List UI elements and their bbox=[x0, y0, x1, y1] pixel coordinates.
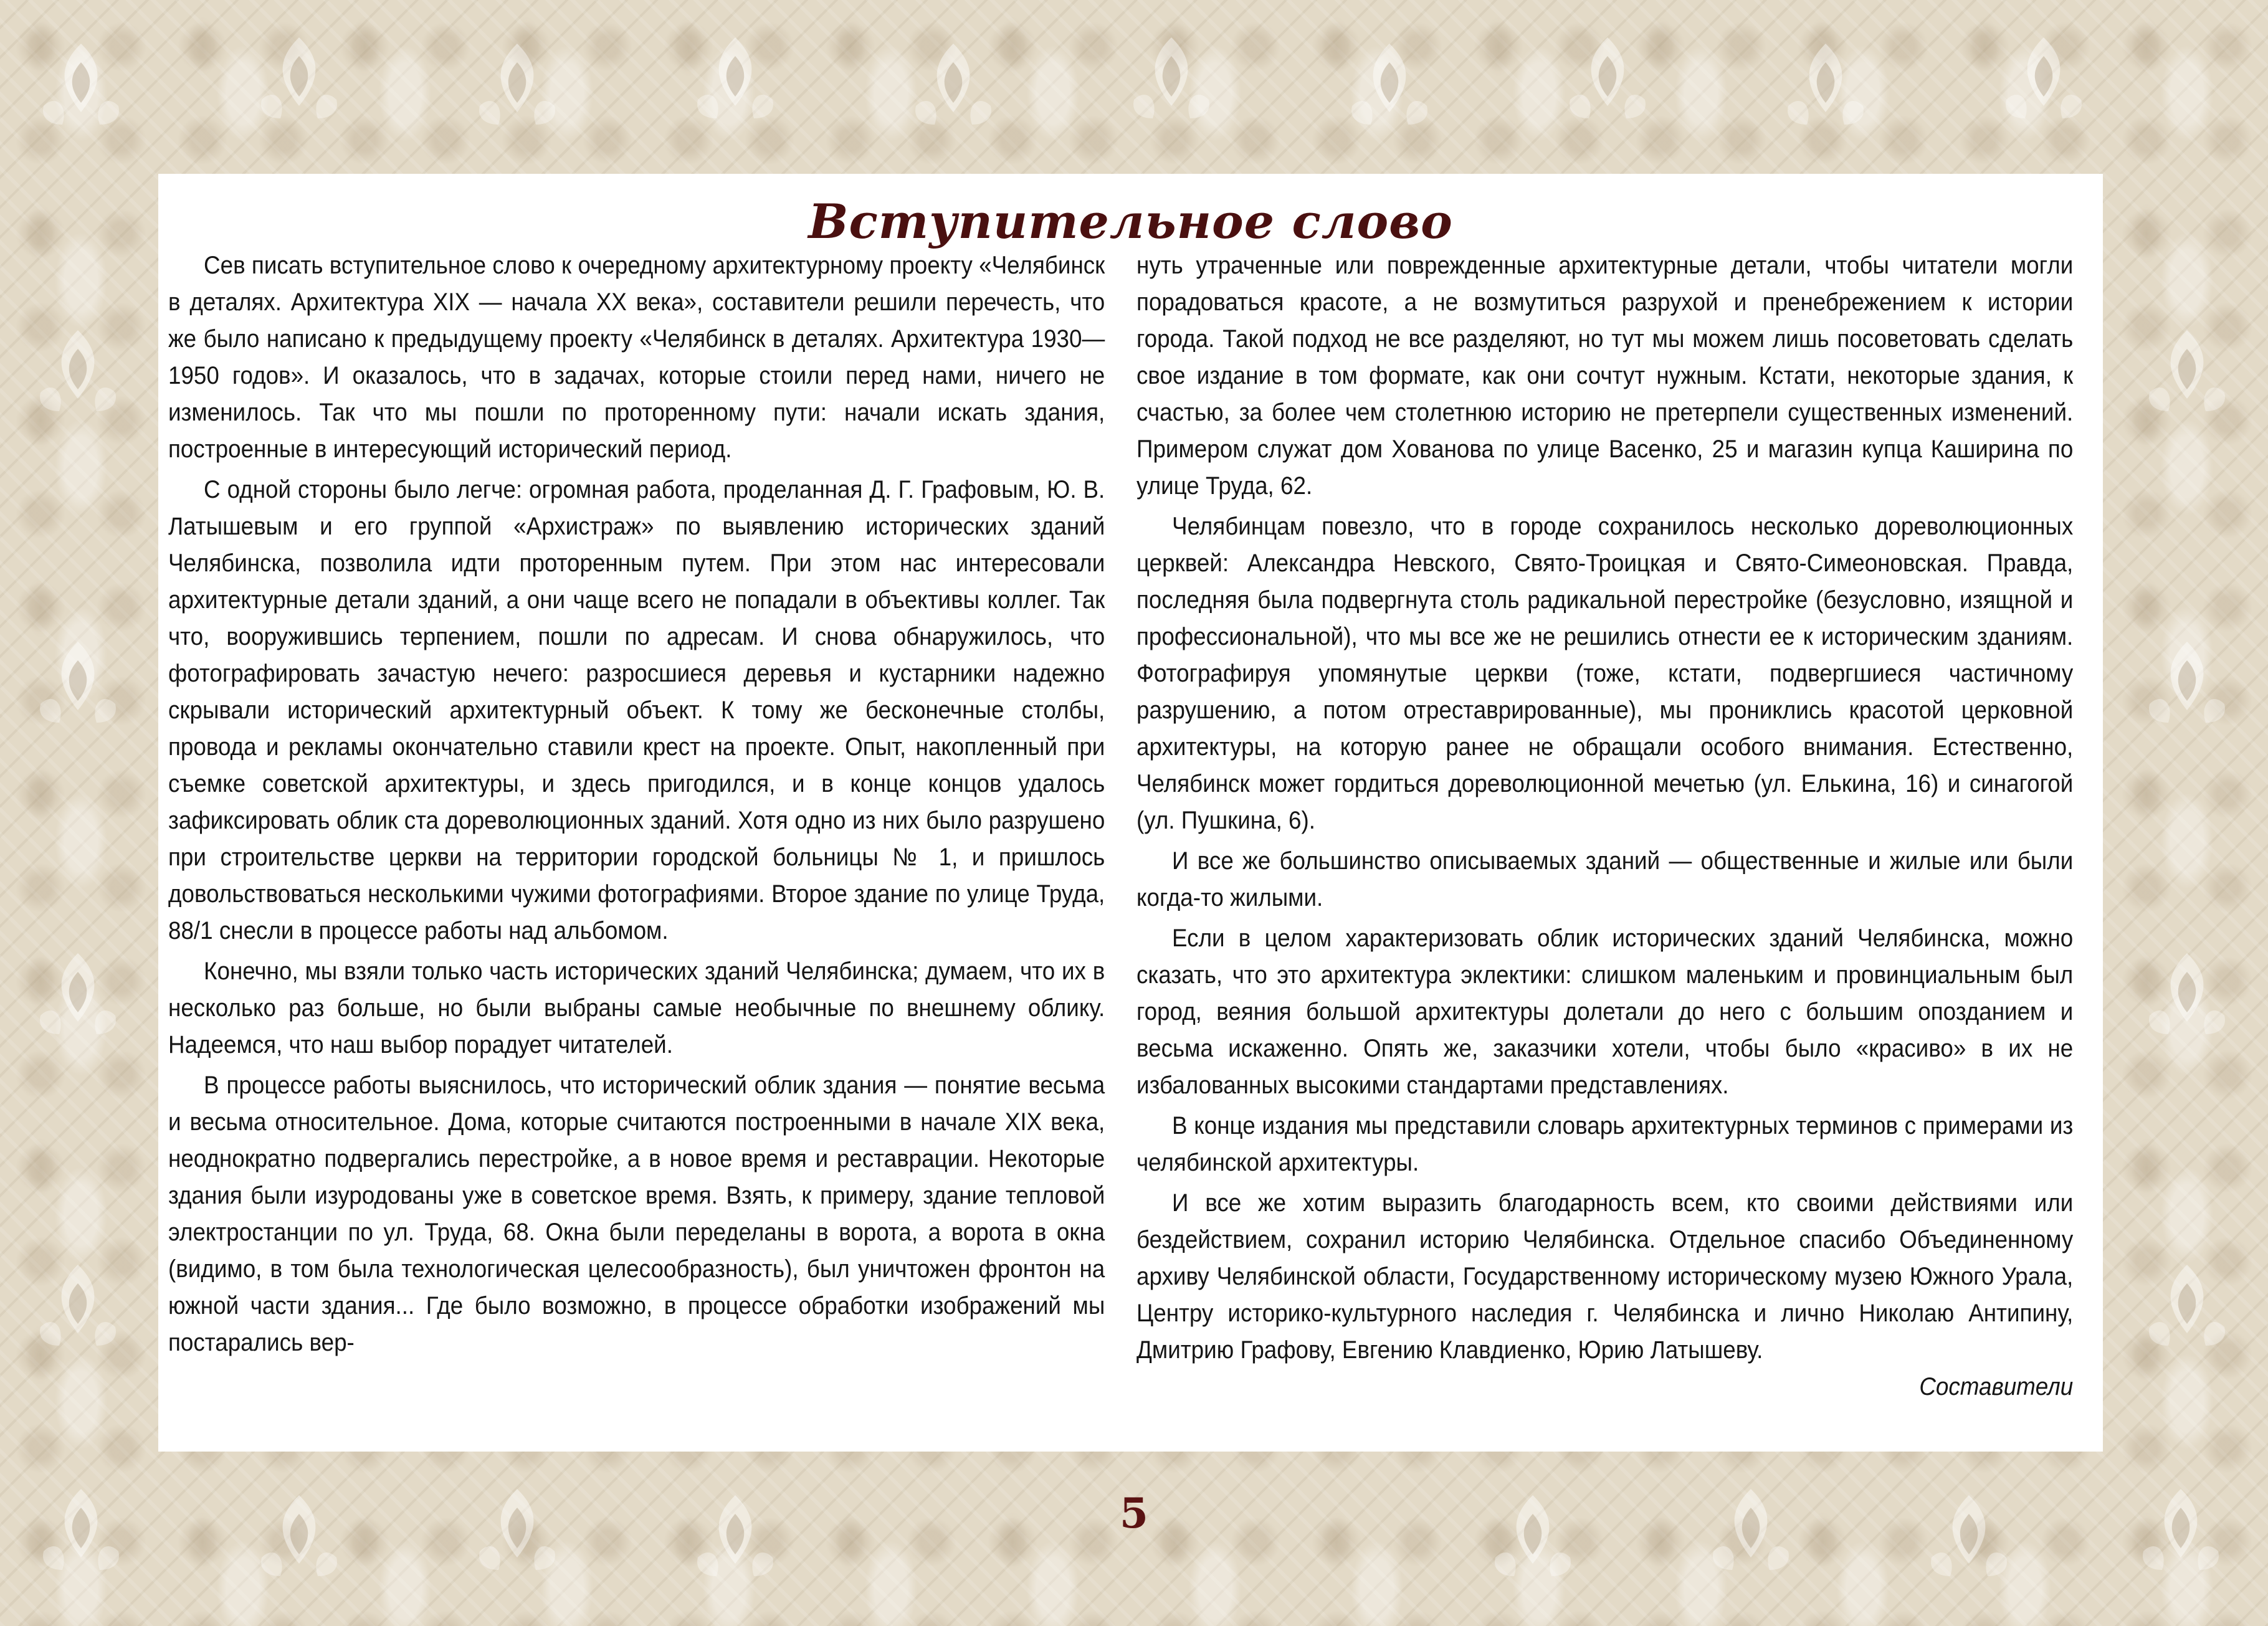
right-paragraph-1: нуть утраченные или поврежденные архитектурные детали, чтобы читатели могли порадоваться красоте, а не возмутиться разрухой и пренебрежением к истории города. Такой подход не все разделяют, но тут мы можем лишь посоветовать сделать свое издание в том формате, как они сочтут нужным. Кстати, некоторые здания, к счастью, за более чем столетнюю историю не претерпели существенных изменений. Примером служат дом Хованова по улице Васенко, 25 и магазин купца Каширина по улице Труда, 62. bbox=[1136, 252, 2074, 500]
page-title: Вступительное слово bbox=[808, 194, 1453, 249]
left-paragraph-1: Сев писать вступительное слово к очередному архитектурному проекту «Челябинск в деталях. Архитектура XIX — начала XX века», составители решили перечесть, что же было написано к предыдущему проекту «Челябинск в деталях. Архитектура 1930—1950 годов». И оказалось, что в задачах, которые стоили перед нами, ничего не изменилось. Так что мы пошли по проторенному пути: начали искать здания, построенные в интересующий исторический период. bbox=[168, 252, 1105, 463]
right-paragraph-4: Если в целом характеризовать облик исторических зданий Челябинска, можно сказать, что это архитектура эклектики: слишком маленьким и провинциальным был город, веяния большой архитектуры долетали до него с большим опозданием и весьма искаженно. Опять же, заказчики хотели, чтобы было «красиво» в их не избалованных высокими стандартами представлениях. bbox=[1136, 925, 2074, 1099]
right-column bbox=[1136, 247, 2073, 1405]
right-paragraph-3: И все же большинство описываемых зданий — общественные и жилые или были когда-то жилыми. bbox=[1136, 847, 2074, 911]
signature: Составители bbox=[1919, 1373, 2074, 1400]
left-column bbox=[168, 247, 1105, 1361]
right-paragraph-5: В конце издания мы представили словарь архитектурных терминов с примерами из челябинской архитектуры. bbox=[1136, 1112, 2074, 1176]
page-number: 5 bbox=[1120, 1489, 1148, 1538]
top-border-motifs bbox=[43, 37, 2082, 125]
left-paragraph-4: В процессе работы выяснилось, что исторический облик здания — понятие весьма и весьма относительное. Дома, которые считаются построенными в начале XIX века, неоднократно подвергались перестройке, а в новое время и реставрации. Некоторые здания были изуродованы уже в советское время. Взять, к примеру, здание тепловой электростанции по ул. Труда, 68. Окна были переделаны в ворота, а ворота в окна (видимо, в том была технологическая целесообразность), был уничтожен фронтон на южной части здания... Где было возможно, в процессе обработки изображений мы постарались вер- bbox=[168, 1072, 1105, 1356]
left-paragraph-2: С одной стороны было легче: огромная работа, проделанная Д. Г. Графовым, Ю. В. Латышевым и его группой «Архистраж» по выявлению исторических зданий Челябинска, позволила идти проторенным путем. При этом нас интересовали архитектурные детали зданий, а они чаще всего не попадали в объективы коллег. Так что, вооружившись терпением, пошли по адресам. И снова обнаружилось, что фотографировать зачастую нечего: разросшиеся деревья и кустарники надежно скрывали исторический архитектурный объект. К тому же бесконечные столбы, провода и рекламы окончательно ставили крест на проекте. Опыт, накопленный при съемке советской архитектуры, и здесь пригодился, и в конце концов удалось зафиксировать облик ста дореволюционных зданий. Хотя одно из них было разрушено при строительстве церкви на территории городской больницы № 1, и пришлось довольствоваться несколькими чужими фотографиями. Второе здание по улице Труда, 88/1 снесли в процессе работы над альбомом. bbox=[168, 476, 1105, 944]
text-panel bbox=[158, 174, 2103, 1452]
left-paragraph-3: Конечно, мы взяли только часть исторических зданий Челябинска; думаем, что их в несколько раз больше, но были выбраны самые необычные по внешнему облику. Надеемся, что наш выбор порадует читателей. bbox=[168, 958, 1105, 1058]
right-paragraph-6: И все же хотим выразить благодарность всем, кто своими действиями или бездействием, сохранил историю Челябинска. Отдельное спасибо Объединенному архиву Челябинской области, Государственному историческому музею Южного Урала, Центру историко-культурного наследия г. Челябинска и лично Николаю Антипину, Дмитрию Графову, Евгению Клавдиенко, Юрию Латышеву. bbox=[1136, 1189, 2074, 1364]
right-paragraph-2: Челябинцам повезло, что в городе сохранилось несколько дореволюционных церквей: Александра Невского, Свято-Троицкая и Свято-Симеоновская. Правда, последняя была подвергнута столь радикальной перестройке (безусловно, изящной и профессиональной), что мы все же не решились отнести ее к историческим зданиям. Фотографируя упомянутые церкви (тоже, кстати, подвергшиеся частичному разрушению, а потом отреставрированные), мы прониклись красотой церковной архитектуры, на которую ранее не обращали особого внимания. Естественно, Челябинск может гордиться дореволюционной мечетью (ул. Елькина, 16) и синагогой (ул. Пушкина, 6). bbox=[1136, 513, 2074, 834]
